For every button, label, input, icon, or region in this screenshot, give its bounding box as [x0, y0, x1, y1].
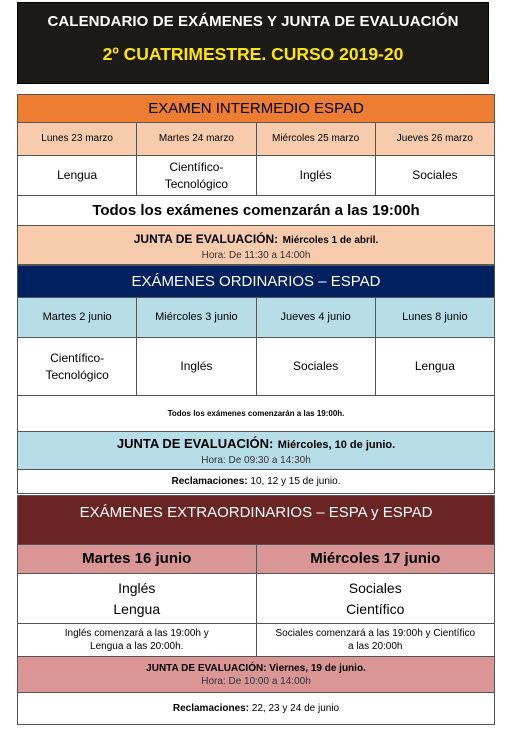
extra-junta-row [17, 657, 495, 693]
extra-notes-row [17, 624, 495, 657]
ordinarios-title-row [17, 265, 495, 298]
extraordinarios-section [17, 495, 495, 725]
subject-cell: Inglés [257, 156, 376, 195]
intermedio-junta [18, 226, 494, 264]
day-cell: Miércoles 17 junio [310, 549, 441, 567]
ordinarios-title: EXÁMENES ORDINARIOS – ESPAD [131, 273, 381, 290]
ordinarios-junta [18, 432, 494, 469]
ordinarios-junta-row [17, 432, 495, 470]
extra-junta [18, 657, 494, 692]
subject-cell: Lengua [18, 156, 137, 195]
date-cell: Miércoles 25 marzo [257, 123, 376, 155]
subject-cell: Sociales [412, 168, 458, 183]
reclamaciones-dates: 22, 23 y 24 de junio [251, 703, 340, 714]
reclamaciones-label: Reclamaciones: [172, 703, 250, 714]
date-cell: Martes 2 junio [18, 298, 137, 337]
extra-title: EXÁMENES EXTRAORDINARIOS – ESPA y ESPAD [79, 504, 433, 521]
extra-days-row [17, 545, 495, 574]
extra-reclamaciones-row [17, 693, 495, 725]
date-cell: Martes 24 marzo [137, 123, 256, 155]
ordinarios-subjects-row [17, 338, 495, 396]
subject-cell: Sociales Científico [346, 579, 405, 617]
subject-cell: Científico- Tecnológico [18, 338, 137, 395]
extra-reclamaciones [18, 693, 494, 724]
ordinarios-note: Todos los exámenes comenzarán a las 19:00h. [167, 409, 345, 418]
junta-text: JUNTA DE EVALUACIÓN: Viernes, 19 de junio. [146, 662, 366, 674]
extra-title-row [17, 495, 495, 545]
note-cell: Sociales comenzará a las 19:00h y Científico a las 20:00h [275, 627, 476, 652]
ordinarios-reclamaciones [18, 470, 494, 493]
reclamaciones-dates: 10, 12 y 15 de junio. [250, 476, 341, 487]
reclamaciones-label: Reclamaciones: [171, 476, 248, 487]
header-title: CALENDARIO DE EXÁMENES Y JUNTA DE EVALUACIÓN [47, 13, 459, 30]
intermedio-note: Todos los exámenes comenzarán a las 19:00h [92, 202, 420, 219]
page-header [17, 2, 489, 84]
date-cell: Jueves 4 junio [257, 298, 376, 337]
ordinarios-section [17, 265, 495, 494]
date-cell: Jueves 26 marzo [396, 133, 473, 145]
day-cell: Martes 16 junio [18, 545, 257, 573]
subject-cell: Inglés [137, 338, 256, 395]
subject-cell: Lengua [414, 359, 455, 374]
intermedio-subjects-row [17, 156, 495, 196]
subject-cell: Científico- Tecnológico [137, 156, 256, 195]
junta-label: JUNTA DE EVALUACIÓN: [116, 436, 274, 451]
date-cell: Lunes 8 junio [402, 311, 468, 324]
ordinarios-dates-row [17, 298, 495, 338]
ordinarios-note-row [17, 396, 495, 432]
ordinarios-reclamaciones-row [17, 470, 495, 494]
intermedio-title-row [17, 94, 495, 123]
intermedio-title: EXAMEN INTERMEDIO ESPAD [148, 100, 364, 117]
extra-subjects-row [17, 574, 495, 624]
date-cell: Lunes 23 marzo [18, 123, 137, 155]
intermedio-junta-row [17, 226, 495, 265]
note-cell: Inglés comenzará a las 19:00h y Lengua a las 20:00h. [18, 624, 257, 656]
date-cell: Miércoles 3 junio [137, 298, 256, 337]
subject-cell: Sociales [257, 338, 376, 395]
header-subtitle: 2º CUATRIMESTRE. CURSO 2019-20 [102, 44, 404, 64]
intermedio-note-row [17, 196, 495, 226]
junta-date: Miércoles 1 de abril. [282, 234, 379, 246]
junta-hora: Hora: De 10:00 a 14:00h [201, 675, 311, 687]
intermedio-section [17, 94, 495, 265]
junta-date: Miércoles, 10 de junio. [277, 439, 396, 451]
intermedio-dates-row [17, 123, 495, 156]
junta-label: JUNTA DE EVALUACIÓN: [133, 231, 279, 246]
subject-cell: Inglés Lengua [18, 574, 257, 623]
junta-hora: Hora: De 09:30 a 14:30h [201, 455, 311, 466]
junta-hora: Hora: De 11:30 a 14:00h [201, 249, 311, 261]
